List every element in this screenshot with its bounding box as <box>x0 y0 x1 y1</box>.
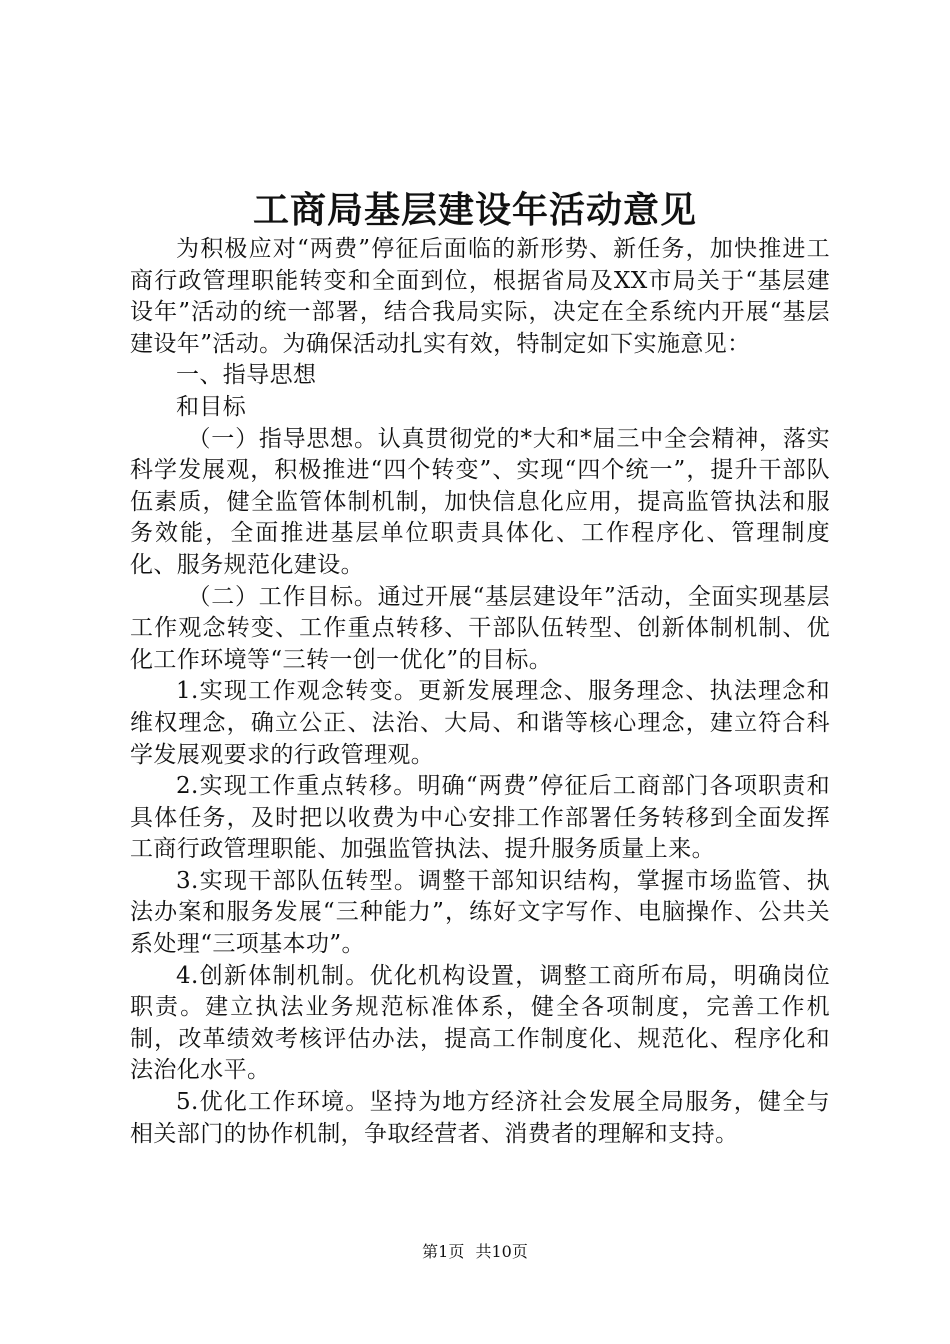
section-heading-1-cont: 和目标 <box>176 393 247 420</box>
page-footer <box>0 1241 950 1263</box>
paragraph-item-3: 3.实现干部队伍转型。调整干部知识结构，掌握市场监管、执法办案和服务发展“三种能力”，练好文字写作、电脑操作、公共关系处理“三项基本功”。 <box>130 867 830 958</box>
page-total: 共10页 <box>475 1242 528 1261</box>
document-body <box>130 234 830 1150</box>
paragraph-intro: 为积极应对“两费”停征后面临的新形势、新任务，加快推进工商行政管理职能转变和全面到位，根据省局及XX市局关于“基层建设年”活动的统一部署，结合我局实际，决定在全系统内开展“基层建设年”活动。为确保活动扎实有效，特制定如下实施意见： <box>130 236 830 357</box>
page-number: 第1页 <box>422 1242 465 1261</box>
paragraph-item-2: 2.实现工作重点转移。明确“两费”停征后工商部门各项职责和具体任务，及时把以收费为中心安排工作部署任务转移到全面发挥工商行政管理职能、加强监管执法、提升服务质量上来。 <box>130 773 830 863</box>
paragraph-guiding-thought: （一）指导思想。认真贯彻党的*大和*届三中全会精神，落实科学发展观，积极推进“四个转变”、实现“四个统一”，提升干部队伍素质，健全监管体制机制，加快信息化应用，提高监管执法和服务效能，全面推进基层单位职责具体化、工作程序化、管理制度化、服务规范化建设。 <box>130 425 830 578</box>
paragraph-item-1: 1.实现工作观念转变。更新发展理念、服务理念、执法理念和维权理念，确立公正、法治、大局、和谐等核心理念，建立符合科学发展观要求的行政管理观。 <box>130 678 830 768</box>
paragraph-item-4: 4.创新体制机制。优化机构设置，调整工商所布局，明确岗位职责。建立执法业务规范标准体系，健全各项制度，完善工作机制，改革绩效考核评估办法，提高工作制度化、规范化、程序化和法治化水平。 <box>130 962 830 1084</box>
paragraph-item-5: 5.优化工作环境。坚持为地方经济社会发展全局服务，健全与相关部门的协作机制，争取经营者、消费者的理解和支持。 <box>130 1089 830 1147</box>
section-heading-1: 一、指导思想 <box>176 362 317 389</box>
document-title: 工商局基层建设年活动意见 <box>252 189 697 231</box>
paragraph-work-goal: （二）工作目标。通过开展“基层建设年”活动，全面实现基层工作观念转变、工作重点转移、干部队伍转型、创新体制机制、优化工作环境等“三转一创一优化”的目标。 <box>130 583 830 673</box>
